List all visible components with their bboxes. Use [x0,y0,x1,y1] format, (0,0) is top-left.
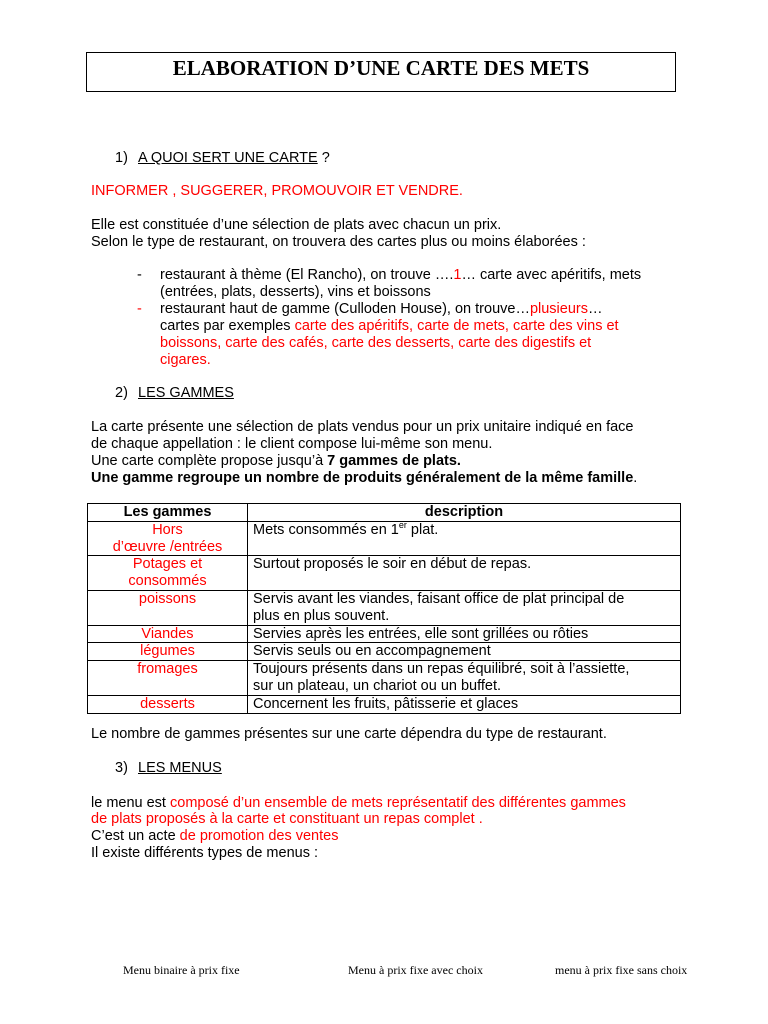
section-3-line-1-pre: le menu est [91,795,170,811]
description-cell [248,643,681,661]
table-row [88,661,681,696]
menu-type-binaire: Menu binaire à prix fixe [123,963,240,977]
gamme-cell [88,661,248,696]
section-3-line-4: Il existe différents types de menus : [91,845,319,861]
description-cell [248,521,681,556]
description-text: Servis seuls ou en accompagnement [253,643,491,660]
section-2-line-4-post: . [633,470,638,486]
bullet-2-line-4: cigares. [160,352,211,368]
table-row [88,590,681,625]
gamme-cell [88,556,248,591]
bullet-2-line-2-red: carte des apéritifs, carte de mets, carte des vins et [294,318,619,334]
gamme-cell [88,643,248,661]
section-3-line-3-pre: C’est un acte [91,828,180,844]
gamme-label: consommés [128,573,207,590]
after-table-note: Le nombre de gammes présentes sur une carte dépendra du type de restaurant. [91,726,607,742]
description-text: Servies après les entrées, elle sont grillées ou rôties [253,625,589,642]
section-3-line-1 [91,795,691,812]
table-header-description: description [248,504,681,522]
bullet-2-line-3: boissons, carte des cafés, carte des desserts, carte des digestifs et [160,335,592,351]
section-2-line-2: de chaque appellation : le client compose lui-même son menu. [91,436,493,452]
section-2-line-4-bold: Une gamme regroupe un nombre de produits généralement de la même famille [91,470,634,486]
bullet-2-count: plusieurs [529,301,588,317]
section-2-line-1: La carte présente une sélection de plats vendus pour un prix unitaire indiqué en face [91,419,634,435]
description-text: Surtout proposés le soir en début de repas. [253,556,532,573]
table-row [88,695,681,713]
section-3-line-3-red: de promotion des ventes [179,828,339,844]
bullet-1-count: 1 [453,267,462,283]
table-row [88,625,681,643]
gamme-cell [88,695,248,713]
section-2-line-3-pre: Une carte complète propose jusqu’à [91,453,328,469]
gamme-label: desserts [140,695,195,712]
gamme-cell [88,521,248,556]
table-row [88,556,681,591]
gamme-label: légumes [140,643,195,660]
section-3-number: 3) [115,760,128,776]
bullet-2-post: … [587,301,603,317]
gamme-label: fromages [137,661,198,678]
gammes-table [87,503,681,714]
section-3-heading [115,760,222,777]
bullet-1-line-1 [160,267,660,284]
page-title-text: ELABORATION D’UNE CARTE DES METS [172,56,590,80]
key-phrase: INFORMER , SUGGERER, PROMOUVOIR ET VENDRE. [91,183,463,199]
bullet-2-line-2-pre: cartes par exemples [160,318,295,334]
description-cell [248,695,681,713]
section-3-line-2: de plats proposés à la carte et constituant un repas complet . [91,811,483,827]
description-cell [248,661,681,696]
gamme-label: Viandes [141,625,194,642]
description-text: Concernent les fruits, pâtisserie et glaces [253,695,519,712]
section-2-heading [115,385,234,402]
gamme-label: Hors [152,521,183,538]
bullet-2-line-2 [160,318,660,335]
bullet-2-pre: restaurant haut de gamme (Culloden House), on trouve… [160,301,530,317]
bullet-1-pre: restaurant à thème (El Rancho), on trouve …. [160,267,454,283]
bullet-1-post: … carte avec apéritifs, mets [461,267,642,283]
ordinal-superscript: er [398,519,407,530]
table-header-row [88,504,681,522]
section-3-line-1-red: composé d’un ensemble de mets représentatif des différentes gammes [170,795,626,811]
bullet-2-dash: - [137,301,142,317]
description-text: Mets consommés en 1 [253,521,399,538]
gamme-label: d’œuvre /entrées [112,538,223,555]
table-row [88,521,681,556]
section-1-number: 1) [115,150,128,166]
description-text: Toujours présents dans un repas équilibré, soit à l’assiette, [253,661,630,678]
section-1-line-1: Elle est constituée d’une sélection de plats avec chacun un prix. [91,217,502,233]
bullet-2-line-1 [160,301,660,318]
bullet-1-line-2: (entrées, plats, desserts), vins et boissons [160,284,431,300]
section-2-number: 2) [115,385,128,401]
section-1-title: A QUOI SERT UNE CARTE [138,150,318,166]
description-text: plus en plus souvent. [253,607,390,624]
gamme-cell [88,590,248,625]
table-header-gammes: Les gammes [88,504,248,522]
gamme-label: Potages et [132,556,203,573]
gamme-label: poissons [138,590,197,607]
description-cell [248,556,681,591]
section-2-line-3 [91,453,691,470]
section-2-title: LES GAMMES [138,385,234,401]
section-1-title-suffix: ? [317,150,330,166]
description-cell [248,590,681,625]
description-text: plat. [406,521,439,538]
page-title [86,52,676,92]
section-1-line-2: Selon le type de restaurant, on trouvera des cartes plus ou moins élaborées : [91,234,586,250]
section-1-heading [115,150,330,167]
description-cell [248,625,681,643]
table-row [88,643,681,661]
gamme-cell [88,625,248,643]
menu-type-avec-choix: Menu à prix fixe avec choix [348,963,483,977]
section-2-line-3-bold: 7 gammes de plats. [327,453,461,469]
section-3-line-3 [91,828,691,845]
bullet-1-dash: - [137,267,142,283]
description-text: sur un plateau, un chariot ou un buffet. [253,677,502,694]
section-2-line-4 [91,470,691,487]
description-text: Servis avant les viandes, faisant office de plat principal de [253,590,625,607]
menu-type-sans-choix: menu à prix fixe sans choix [555,963,688,977]
section-3-title: LES MENUS [138,760,222,776]
